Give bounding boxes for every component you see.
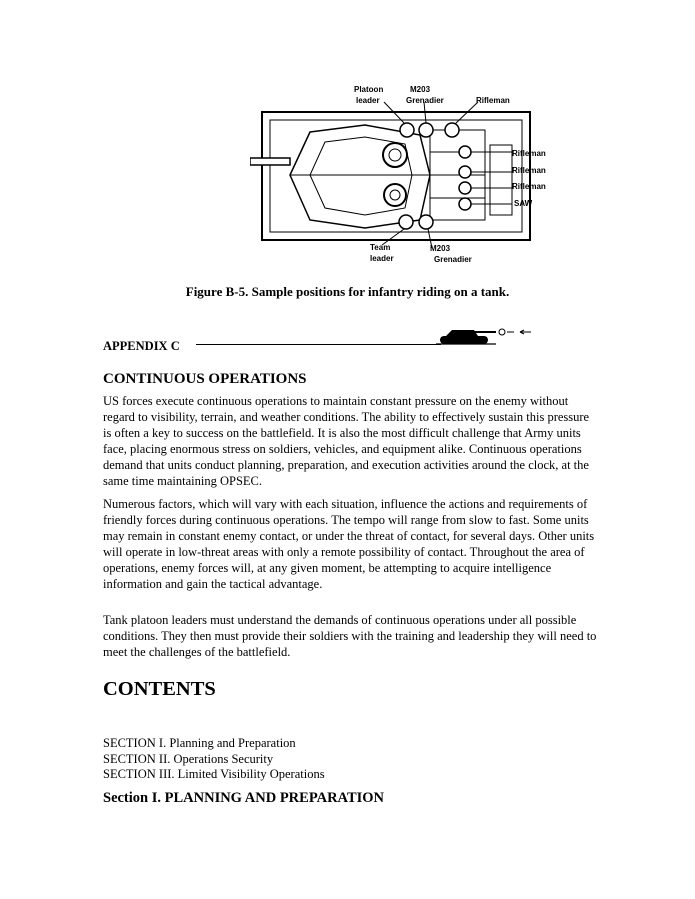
appendix-label: APPENDIX C [103, 339, 180, 353]
toc-item-section-1[interactable]: SECTION I. Planning and Preparation [103, 736, 296, 750]
label-platoon-leader: Platoon [354, 85, 384, 94]
toc-item-section-3[interactable]: SECTION III. Limited Visibility Operations [103, 767, 325, 781]
appendix-rule [196, 344, 441, 345]
label-rifleman-2: Rifleman [512, 166, 546, 175]
figure-caption: Figure B-5. Sample positions for infantry riding on a tank. [185, 284, 510, 299]
label-team-leader: Team [370, 243, 391, 252]
tank-infantry-diagram [250, 80, 550, 270]
toc-item-section-2[interactable]: SECTION II. Operations Security [103, 751, 274, 766]
tank-firing-icon [436, 322, 532, 350]
label-m203-top: M203 [410, 85, 431, 94]
paragraph-3: Tank platoon leaders must understand the demands of continuous operations under all possible conditions. They then must provide their soldiers with the training and leadership they will need to meet the challenges of the battlefield. [103, 613, 597, 659]
paragraph-2: Numerous factors, which will vary with each situation, influence the actions and requirements of friendly forces during continuous operations. The tempo will range from slow to fast. Some units may remain in constant enemy contact, or under the threat of contact, for several days. Other units will operate in low-threat areas with only a remote possibility of contact. Throughout the area of operations, enemy forces will, at any given moment, be attempting to acquire intelligence information and gain the tactical advantage. [103, 497, 595, 591]
contents-title: CONTENTS [103, 678, 216, 700]
label-grenadier-bottom: Grenadier [434, 255, 472, 264]
label-team-leader-2: leader [370, 254, 394, 263]
label-grenadier-top: Grenadier [406, 96, 444, 105]
section-1-heading: Section I. PLANNING AND PREPARATION [103, 790, 385, 806]
section-title: CONTINUOUS OPERATIONS [103, 371, 307, 387]
label-m203-bottom: M203 [430, 244, 451, 253]
label-saw: SAW [514, 199, 533, 208]
label-rifleman-top: Rifleman [476, 96, 510, 105]
label-rifleman-1: Rifleman [512, 149, 546, 158]
label-platoon-leader-2: leader [356, 96, 380, 105]
label-rifleman-3: Rifleman [512, 182, 546, 191]
paragraph-1: US forces execute continuous operations to maintain constant pressure on the enemy without regard to visibility, terrain, and weather conditions. The ability to effectively sustain this pressure is often a key to success on the battlefield. It is also the most difficult challenge that Army units face, placing enormous stress on soldiers, vehicles, and equipment alike. Continuous operations demand that units conduct planning, preparation, and execution activities around the clock, at the same time maintaining OPSEC. [103, 394, 590, 488]
